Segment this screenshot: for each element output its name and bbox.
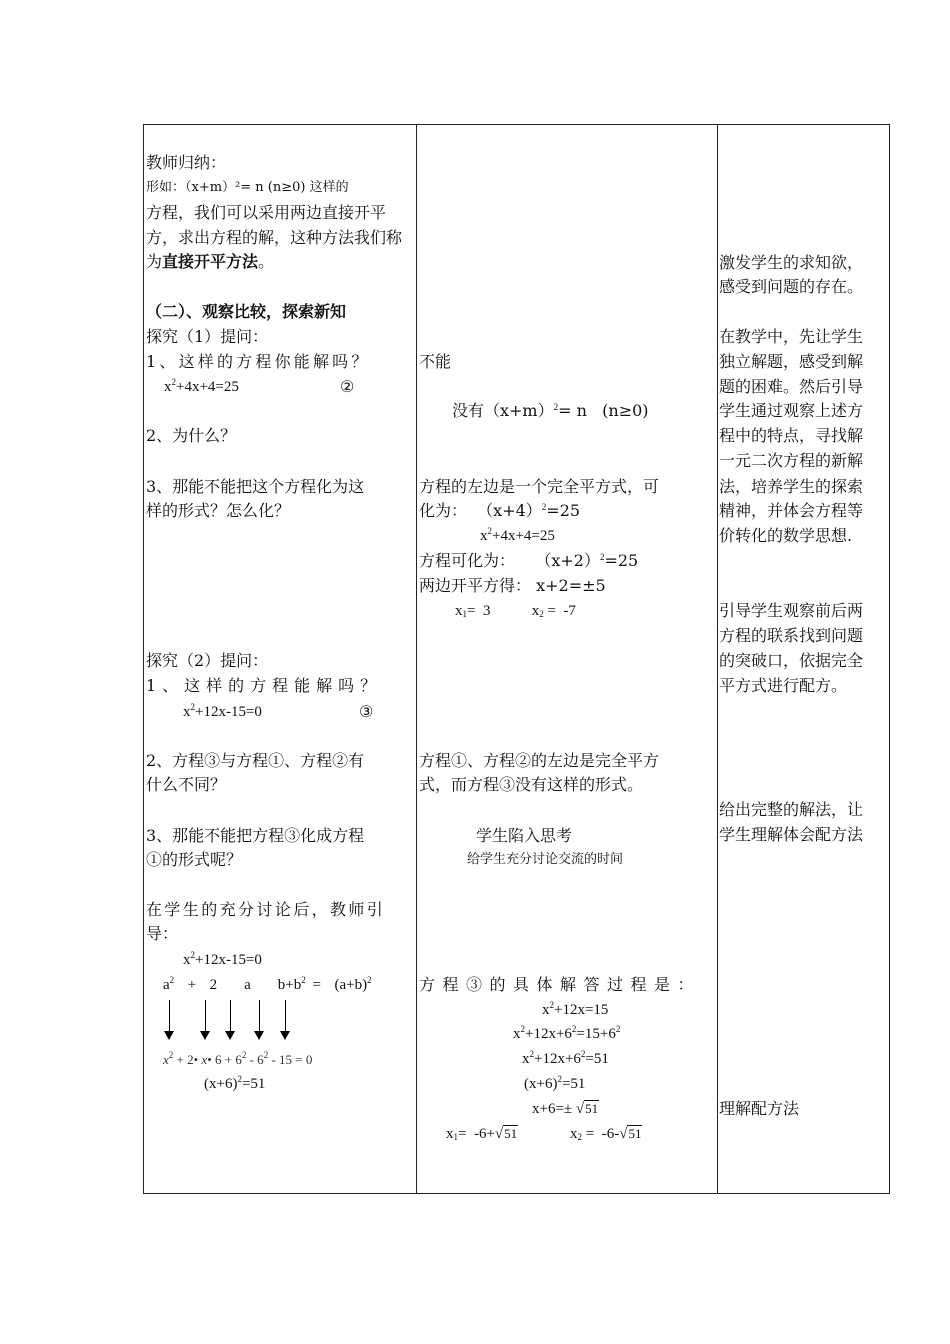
method-name: 直接开平方法	[162, 252, 259, 271]
answer-3-equation: $x^2+4x+4=25$	[480, 526, 555, 544]
guide-line-1: 在学生的充分讨论后，教师引	[146, 900, 386, 919]
answer-4-line-1: 方程①、方程②的左边是完全平方	[419, 751, 660, 770]
down-arrow-1	[169, 1000, 170, 1038]
square-identity: $a^2 + 2$ a $b+b^2 = (a+b)^2$	[163, 975, 372, 993]
note-2-line-8: 精神，并体会方程等	[719, 501, 864, 520]
solution-x2: $x_2 = -6-√51$	[570, 1126, 642, 1142]
answer-4-line-2: 式，而方程③没有这样的形式。	[419, 775, 644, 794]
answer-3-line-4: 两边开平方得： x+2=±5	[419, 576, 606, 595]
answer-3-line-3: 方程可化为： $(x+2)^2=25$	[419, 551, 639, 570]
summary-line-2: 方程，我们可以采用两边直接开平	[146, 203, 387, 222]
question-5-line-1: 2、方程③与方程①、方程②有	[146, 751, 365, 770]
answer-3-solutions: $x_1= 3$ $x_2 = -7$	[455, 603, 576, 619]
note-2-line-5: 程中的特点，寻找解	[719, 426, 864, 445]
answer-5-line-1: 学生陷入思考	[476, 826, 573, 845]
summary-line-3: 方，求出方程的解，这种方法我们称	[146, 228, 403, 247]
answer-3-line-1: 方程的左边是一个完全平方式，可	[419, 477, 660, 496]
question-5-line-2: 什么不同？	[146, 775, 227, 794]
question-6-line-1: 3、那能不能把方程③化成方程	[146, 826, 365, 845]
question-1: 1、这样的方程你能解吗？	[146, 352, 371, 371]
solution-step-4: $(x+6)^2=51$	[524, 1074, 586, 1092]
down-arrow-3	[230, 1000, 231, 1038]
equation-2: $x^2+4x+4=25$	[164, 377, 239, 395]
equation-2-mark: ②	[340, 377, 355, 396]
down-arrow-4	[259, 1000, 260, 1038]
solution-x1: $x_1= -6+√51$	[446, 1126, 518, 1142]
note-3-line-1: 引导学生观察前后两	[719, 601, 864, 620]
note-2-line-6: 一元二次方程的新解	[719, 451, 864, 470]
answer-5-line-2: 给学生充分讨论交流的时间	[467, 852, 624, 867]
expanded-equation: $x^2$ + 2• x• $6 + 6^2 - 6^2 - 15 = 0$	[163, 1050, 313, 1067]
solution-step-2: $x^2+12x+6^2=15+6^2$	[513, 1024, 621, 1042]
solution-step-3: $x^2+12x+6^2=51$	[522, 1049, 609, 1067]
guide-result: $(x+6)^2=51$	[204, 1074, 266, 1092]
question-3-line-2: 样的形式？怎么化？	[146, 501, 291, 520]
note-2-line-4: 学生通过观察上述方	[719, 401, 864, 420]
summary-line-4: 为直接开平方法。	[146, 252, 275, 271]
summary-form: 形如：（x+m）²= n (n≥0) 这样的	[146, 180, 349, 195]
note-4-line-1: 给出完整的解法，让	[719, 800, 864, 819]
down-arrow-2	[205, 1000, 206, 1038]
answer-1: 不能	[419, 352, 452, 371]
question-3-line-1: 3、那能不能把这个方程化为这	[146, 477, 365, 496]
guide-line-2: 导：	[146, 924, 179, 943]
note-3-line-3: 的突破口，依据完全	[719, 651, 864, 670]
explore-2-title: 探究（2）提问：	[146, 651, 269, 670]
column-divider-2	[717, 125, 718, 1193]
note-2-line-7: 法，培养学生的探索	[719, 477, 864, 496]
note-1-line-1: 激发学生的求知欲，	[719, 253, 864, 272]
note-1-line-2: 感受到问题的存在。	[719, 277, 864, 296]
equation-3-mark: ③	[359, 702, 374, 721]
note-5: 理解配方法	[719, 1099, 800, 1118]
answer-2: 没有$(x+m)^2= n$ (n≥0)	[452, 401, 649, 420]
summary-title: 教师归纳：	[146, 153, 227, 172]
answer-3-line-2: 化为： $(x+4)^2=25$	[419, 501, 581, 520]
equation-3: $x^2+12x-15=0$	[183, 702, 262, 720]
note-2-line-1: 在教学中，先让学生	[719, 327, 864, 346]
note-3-line-2: 方程的联系找到问题	[719, 626, 864, 645]
answer-6-title: 方程③的具体解答过程是：	[419, 975, 702, 994]
down-arrow-5	[285, 1000, 286, 1038]
note-3-line-4: 平方式进行配方。	[719, 676, 848, 695]
explore-1-title: 探究（1）提问：	[146, 327, 269, 346]
note-4-line-2: 学生理解体会配方法	[719, 825, 864, 844]
column-divider-1	[416, 125, 417, 1193]
question-2: 2、为什么？	[146, 426, 237, 445]
question-4: 1、这样的方程能解吗？	[146, 676, 383, 695]
solution-step-5: x+6=± √51	[532, 1101, 599, 1117]
guide-equation: $x^2+12x-15=0$	[183, 950, 262, 968]
note-2-line-3: 题的困难。然后引导	[719, 377, 864, 396]
solution-step-1: $x^2+12x=15$	[542, 1000, 609, 1018]
section-heading: （二）、观察比较，探索新知	[146, 302, 347, 321]
note-2-line-9: 价转化的数学思想.	[719, 526, 853, 545]
note-2-line-2: 独立解题，感受到解	[719, 352, 864, 371]
question-6-line-2: ①的形式呢？	[146, 850, 243, 869]
